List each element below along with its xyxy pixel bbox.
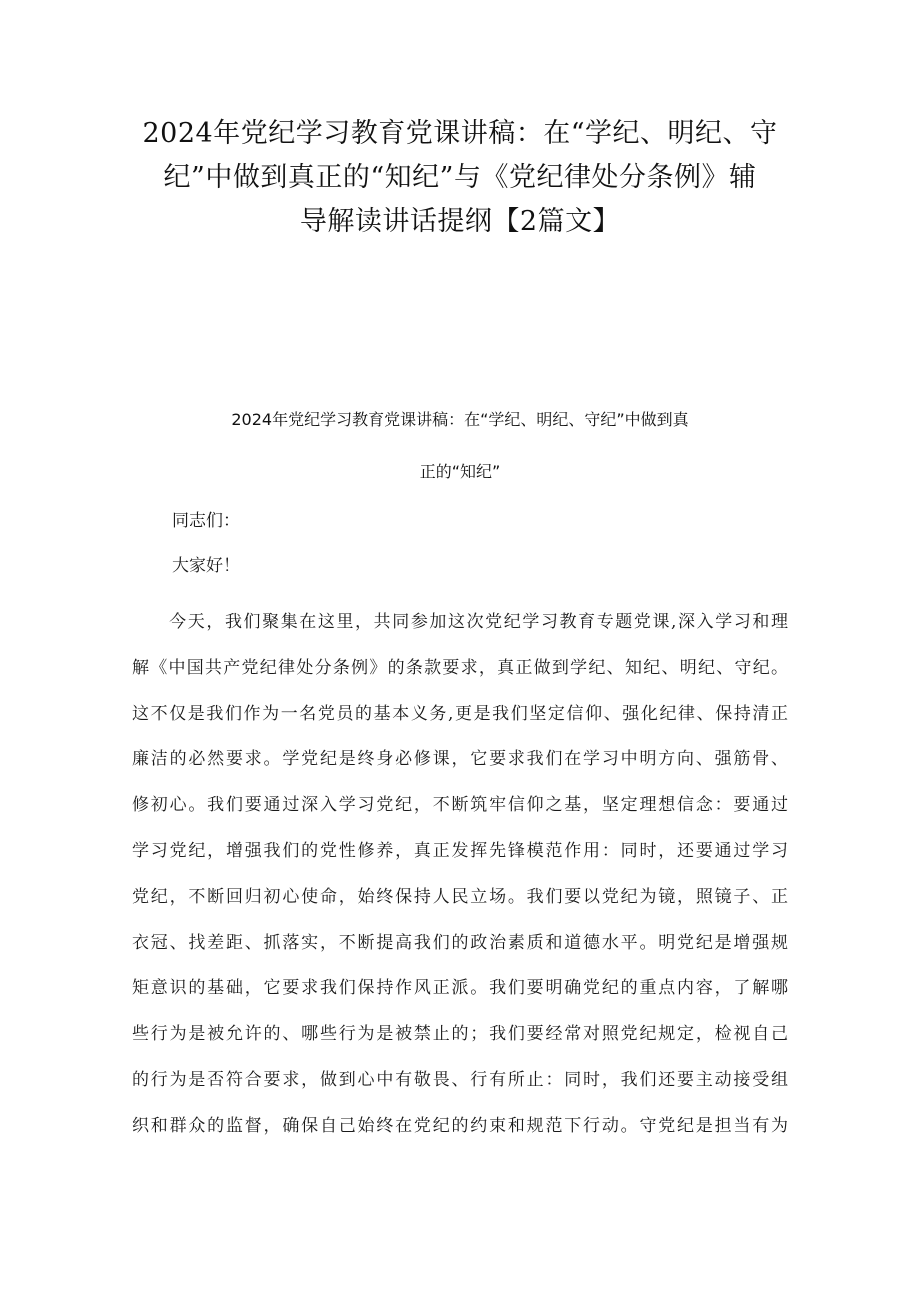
- body-line: 些行为是被允许的、哪些行为是被禁止的；我们要经常对照党纪规定，检视自己: [132, 1024, 788, 1045]
- document-title: [120, 112, 800, 244]
- body-paragraph: [132, 600, 788, 1150]
- body-line: 今天，我们聚集在这里，共同参加这次党纪学习教育专题党课,深入学习和理: [132, 612, 788, 632]
- body-line: 矩意识的基础，它要求我们保持作风正派。我们要明确党纪的重点内容，了解哪: [132, 978, 788, 999]
- section-title-line-1: 2024年党纪学习教育党课讲稿：在“学纪、明纪、守纪”中做到真: [231, 410, 689, 429]
- document-title-line-1: 2024年党纪学习教育党课讲稿：在“学纪、明纪、守: [142, 118, 778, 149]
- body-line: 的行为是否符合要求，做到心中有敬畏、行有所止：同时，我们还要主动接受组: [132, 1069, 788, 1090]
- section-title-line-2: 正的“知纪”: [419, 462, 501, 481]
- body-line: 衣冠、找差距、抓落实，不断提高我们的政治素质和道德水平。明党纪是增强规: [132, 932, 788, 953]
- salutation: 同志们：: [172, 511, 240, 531]
- body-line: 解《中国共产党纪律处分条例》的条款要求，真正做到学纪、知纪、明纪、守纪。: [132, 657, 788, 678]
- body-line: 这不仅是我们作为一名党员的基本义务,更是我们坚定信仰、强化纪律、保持清正: [132, 703, 788, 724]
- document-title-line-2: 纪”中做到真正的“知纪”与《党纪律处分条例》辅: [163, 162, 757, 193]
- document-title-line-3: 导解读讲话提纲【2篇文】: [299, 206, 621, 237]
- section-title: [140, 410, 780, 482]
- body-line: 学习党纪，增强我们的党性修养，真正发挥先锋模范作用：同时，还要通过学习: [132, 840, 788, 861]
- greeting: 大家好！: [172, 556, 240, 576]
- body-line: 党纪，不断回归初心使命，始终保持人民立场。我们要以党纪为镜，照镜子、正: [132, 886, 788, 907]
- body-line: 廉洁的必然要求。学党纪是终身必修课，它要求我们在学习中明方向、强筋骨、: [132, 749, 788, 770]
- body-line: 织和群众的监督，确保自己始终在党纪的约束和规范下行动。守党纪是担当有为: [132, 1115, 788, 1136]
- body-line: 修初心。我们要通过深入学习党纪，不断筑牢信仰之基，坚定理想信念：要通过: [132, 795, 788, 816]
